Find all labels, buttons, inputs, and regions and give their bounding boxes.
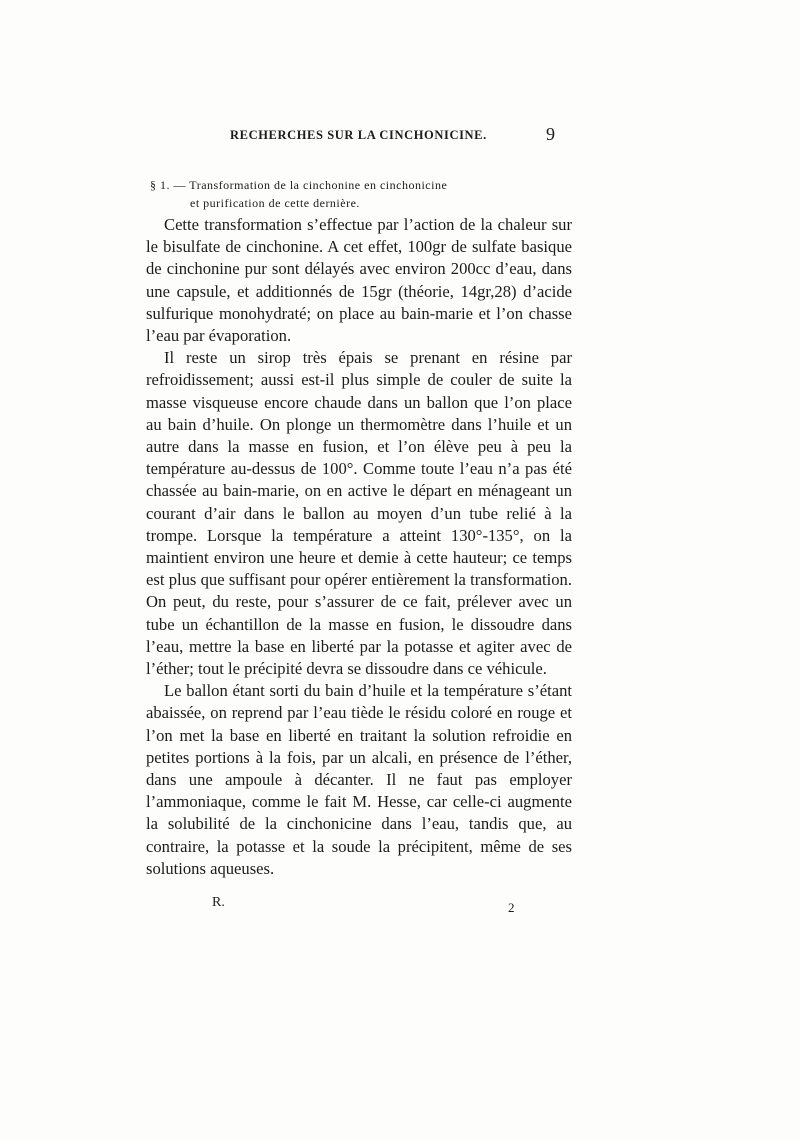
paragraph-1: Cette transformation s’effectue par l’action de la chaleur sur le bisulfate de cinchonine. A cet effet, 100gr de sulfate basique de cinchonine pur sont délayés avec environ 200cc d’eau, dans une capsule, et additionnés de 15gr (théorie, 14gr,28) d’acide sulfurique monohydraté; on place au bain-marie et l’on chasse l’eau par évaporation. xyxy=(146,215,572,346)
section-heading-line2: et purification de cette dernière. xyxy=(190,196,360,210)
section-heading-line1: § 1. — Transformation de la cinchonine en cinchonicine xyxy=(150,178,448,192)
page-number: 9 xyxy=(546,124,555,144)
section-heading xyxy=(150,176,570,212)
paragraph-3: Le ballon étant sorti du bain d’huile et la température s’étant abaissée, on reprend par l’eau tiède le résidu coloré en rouge et l’on met la base en liberté en traitant la solution refroidie en petites portions à la fois, par un alcali, en présence de l’éther, dans une ampoule à décanter. Il ne faut pas employer l’ammoniaque, comme le fait M. Hesse, car celle-ci augmente la solubilité de la cinchonicine dans l’eau, tandis que, au contraire, la potasse et la soude la précipitent, même de ses solutions aqueuses. xyxy=(146,681,572,878)
body-text xyxy=(146,214,572,880)
signature-mark: R. xyxy=(212,895,225,910)
running-title: RECHERCHES SUR LA CINCHONICINE. xyxy=(230,128,487,142)
sheet-number: 2 xyxy=(508,900,515,915)
paragraph-2: Il reste un sirop très épais se prenant en résine par refroidissement; aussi est-il plus simple de couler de suite la masse visqueuse encore chaude dans un ballon que l’on place au bain d’huile. On plonge un thermomètre dans l’huile et un autre dans la masse en fusion, et l’on élève peu à peu la température au-dessus de 100°. Comme toute l’eau n’a pas été chassée au bain-marie, on en active le départ en ménageant un courant d’air dans le ballon au moyen d’un tube relié à la trompe. Lorsque la température a atteint 130°-135°, on la maintient environ une heure et demie à cette hauteur; ce temps est plus que suffisant pour opérer entièrement la transformation. On peut, du reste, pour s’assurer de ce fait, prélever avec un tube un échantillon de la masse en fusion, le dissoudre dans l’eau, mettre la base en liberté par la potasse et agiter avec de l’éther; tout le précipité devra se dissoudre dans ce véhicule. xyxy=(146,348,572,679)
